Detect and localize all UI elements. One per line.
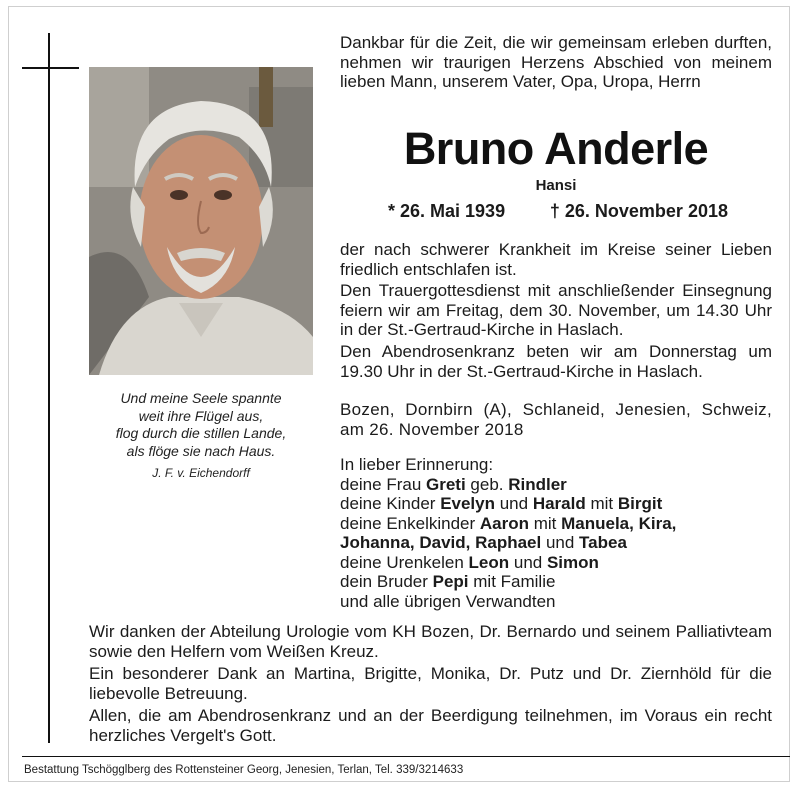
death-date: † 26. November 2018 <box>549 201 728 221</box>
intro-text: Dankbar für die Zeit, die wir gemeinsam erleben durften, nehmen wir traurigen Herzens Abschied von meinem lieben Mann, unserem Vater, Opa, Uropa, Herrn <box>340 33 772 91</box>
mourner-line-relatives: und alle übrigen Verwandten <box>340 591 556 611</box>
portrait-photo <box>89 67 313 375</box>
epigraph-quote <box>89 390 313 483</box>
footer-divider <box>22 756 790 757</box>
mourner-line-grandchildren-cont: Johanna, David, Raphael und Tabea <box>340 533 627 552</box>
thanks-paragraph-1: Wir danken der Abteilung Urologie vom KH Bozen, Dr. Bernardo und seinem Palliativteam sowie den Helfern vom Weißen Kreuz. <box>89 622 772 661</box>
thanks-paragraph-3: Allen, die am Abendrosenkranz und an der Beerdigung teilnehmen, im Voraus ein recht herzliches Vergelt's Gott. <box>89 706 772 745</box>
cross-horizontal-bar <box>22 67 79 69</box>
mourner-line-great-grandchildren: deine Urenkelen Leon und Simon <box>340 552 599 572</box>
quote-line: Und meine Seele spannte <box>120 390 282 406</box>
deceased-name: Bruno Anderle <box>403 123 709 174</box>
quote-line: flog durch die stillen Lande, <box>115 425 287 441</box>
quote-line: als flöge sie nach Haus. <box>126 442 276 459</box>
funeral-home-footer: Bestattung Tschögglberg des Rottensteiner Georg, Jenesien, Terlan, Tel. 339/3214633 <box>24 764 464 776</box>
mourner-line-children: deine Kinder Evelyn und Harald mit Birgit <box>340 494 663 513</box>
mourner-line-brother: dein Bruder Pepi mit Familie <box>340 572 556 591</box>
birth-date: * 26. Mai 1939 <box>388 201 506 221</box>
cross-vertical-bar <box>48 33 50 743</box>
quote-line: weit ihre Flügel aus, <box>138 407 264 424</box>
quote-author: J. F. v. Eichendorff <box>152 466 250 480</box>
thanks-paragraph-2: Ein besonderer Dank an Martina, Brigitte, Monika, Dr. Putz und Dr. Ziernhöld für die liebevolle Betreuung. <box>89 664 772 703</box>
portrait-illustration <box>89 67 313 375</box>
life-dates <box>388 201 728 222</box>
place-and-date: Bozen, Dornbirn (A), Schlaneid, Jenesien, Schweiz, am 26. November 2018 <box>340 400 772 439</box>
deceased-nickname: Hansi <box>535 177 577 194</box>
mourner-line-grandchildren: deine Enkelkinder Aaron mit Manuela, Kira, <box>340 513 677 533</box>
death-statement: der nach schwerer Krankheit im Kreise seiner Lieben friedlich entschlafen ist. <box>340 240 772 279</box>
mourner-line-wife: deine Frau Greti geb. Rindler <box>340 474 567 494</box>
mourners-heading: In lieber Erinnerung: <box>340 455 494 474</box>
funeral-service-text: Den Trauergottesdienst mit anschließender Einsegnung feiern wir am Freitag, dem 30. November, um 14.30 Uhr in der St.-Gertraud-Kirche in Haslach. <box>340 281 772 339</box>
rosary-text: Den Abendrosenkranz beten wir am Donnerstag um 19.30 Uhr in der St.-Gertraud-Kirche in Haslach. <box>340 342 772 381</box>
mourners-list <box>340 455 772 611</box>
